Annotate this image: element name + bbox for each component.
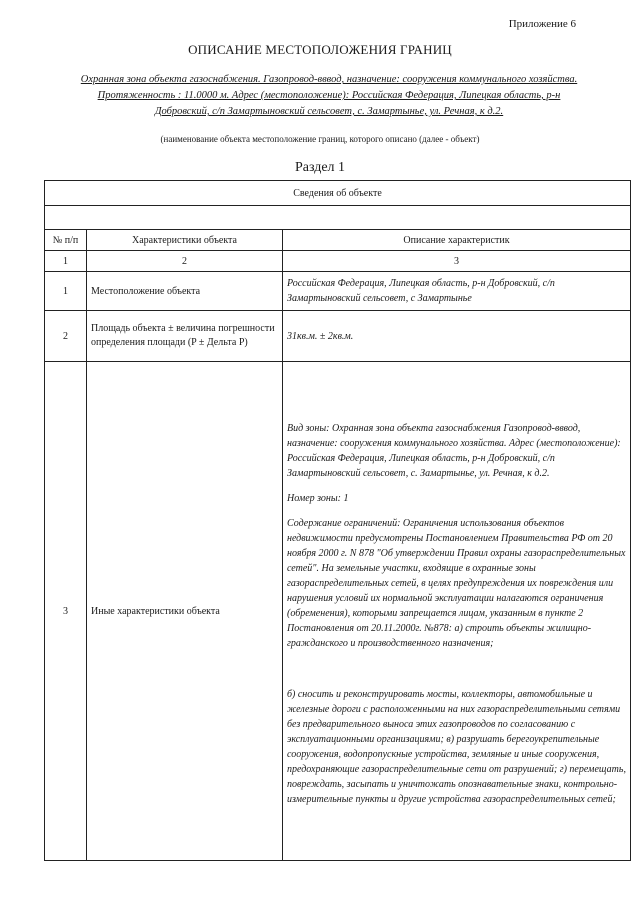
document-title: ОПИСАНИЕ МЕСТОПОЛОЖЕНИЯ ГРАНИЦ — [188, 42, 452, 57]
object-info-table — [44, 180, 631, 861]
table-header-row — [45, 181, 631, 206]
row-characteristic: Площадь объекта ± величина погрешности определения площади (P ± Дельта P) — [87, 311, 283, 362]
restrictions-continued-paragraph: б) сносить и реконструировать мосты, коллекторы, автомобильные и железные дороги с расположенными на них газораспределительными сетями без предварительного выноса этих газопроводов по согласованию с эксплуатационными организациями; в) разрушать берегоукрепительные сооружения, водопропускные устройства, земляные и иные сооружения, предохраняющие газораспределительные сети от разрушений; г) перемещать, повреждать, засыпать и уничтожать опознавательные знаки, контрольно-измерительные пункты и другие устройства газораспределительных сетей; — [287, 689, 626, 805]
column-header-number: № п/п — [45, 230, 87, 251]
row-characteristic: Местоположение объекта — [87, 272, 283, 311]
row-number: 1 — [45, 272, 87, 311]
zone-number-paragraph: Номер зоны: 1 — [287, 493, 349, 504]
column-header-characteristic: Характеристики объекта — [87, 230, 283, 251]
table-row — [45, 362, 631, 861]
object-name: Охранная зона объекта газоснабжения. Газопровод-вввод, назначение: сооружения коммунального хозяйства. Протяженность : 11.0000 м. Адрес (местоположение): Российская Федерация, Липецкая область, р-н Добровский, с/п Замартыновский сельсовет, с. Замартынье, ул. Речная, к д.2. — [80, 74, 578, 117]
zone-type-paragraph: Вид зоны: Охранная зона объекта газоснабжения Газопровод-вввод, назначение: сооружения коммунального хозяйства. Адрес (местоположение): Российская Федерация, Липецкая область, р-н Добровский, с/п Замартыновский сельсовет, с. Замартынье, ул. Речная, к д.2. — [287, 423, 621, 479]
appendix-label: Приложение 6 — [508, 18, 576, 30]
row-description: 31кв.м. ± 2кв.м. — [283, 311, 631, 362]
column-numbers-row — [45, 251, 631, 272]
column-headers-row — [45, 230, 631, 251]
table-header: Сведения об объекте — [45, 181, 631, 206]
row-characteristic: Иные характеристики объекта — [87, 362, 283, 861]
section-title: Раздел 1 — [294, 160, 346, 175]
row-description — [283, 362, 631, 861]
restrictions-paragraph: Содержание ограничений: Ограничения использования объектов недвижимости предусмотрены Постановлением Правительства РФ от 20 ноября 2000 г. N 878 "Об утверждении Правил охраны газораспределительных сетей". На земельные участки, входящие в охранные зоны газораспределительных сетей, в целях предупреждения их повреждения или нарушения условий их нормальной эксплуатации налагаются ограничения (обременения), которыми запрещается лицам, указанным в пункте 2 Постановления от 20.11.2000г. №878: а) строить объекты жилищно-гражданского и производственного назначения; — [287, 518, 626, 649]
column-number-1: 1 — [45, 251, 87, 272]
column-header-description: Описание характеристик — [283, 230, 631, 251]
row-number: 3 — [45, 362, 87, 861]
row-description: Российская Федерация, Липецкая область, р-н Добровский, с/п Замартыновский сельсовет, с Замартынье — [283, 272, 631, 311]
object-name-caption: (наименование объекта местоположение границ, которого описано (далее - объект) — [160, 134, 480, 144]
table-row — [45, 272, 631, 311]
table-empty-row — [45, 206, 631, 230]
empty-cell — [45, 206, 631, 230]
column-number-2: 2 — [87, 251, 283, 272]
table-row — [45, 311, 631, 362]
column-number-3: 3 — [283, 251, 631, 272]
row-number: 2 — [45, 311, 87, 362]
